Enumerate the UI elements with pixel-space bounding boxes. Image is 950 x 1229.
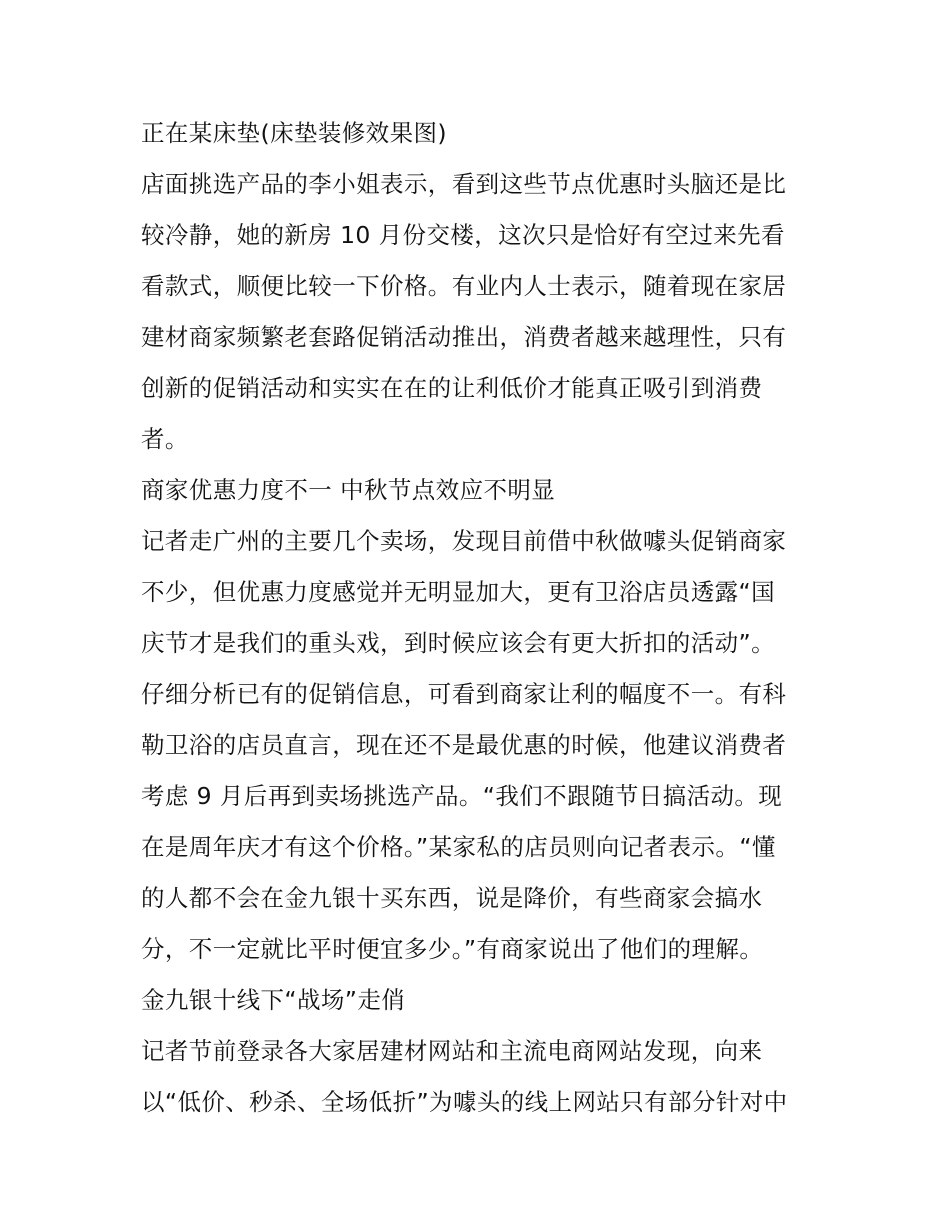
text-line: 不少，但优惠力度感觉并无明显加大，更有卫浴店员透露“国 (141, 578, 775, 606)
text-line: 记者节前登录各大家居建材网站和主流电商网站发现，向来 (141, 1037, 763, 1065)
text-line: 勒卫浴的店员直言，现在还不是最优惠的时候，他建议消费者 (141, 731, 787, 759)
text-line: 以“低价、秒杀、全场低折”为噱头的线上网站只有部分针对中 (141, 1088, 788, 1116)
text-line: 庆节才是我们的重头戏，到时候应该会有更大折扣的活动”。 (141, 629, 775, 657)
text-line: 正在某床垫(床垫装修效果图) (141, 119, 447, 147)
section-heading: 商家优惠力度不一 中秋节点效应不明显 (141, 476, 556, 504)
text-line: 者。 (141, 425, 189, 453)
text-line: 记者走广州的主要几个卖场，发现目前借中秋做噱头促销商家 (141, 527, 787, 555)
text-line: 看款式，顺便比较一下价格。有业内人士表示，随着现在家居 (141, 272, 787, 300)
text-line: 的人都不会在金九银十买东西，说是降价，有些商家会搞水 (141, 884, 763, 912)
text-line: 考虑 9 月后再到卖场挑选产品。“我们不跟随节日搞活动。现 (141, 782, 783, 810)
text-line: 分，不一定就比平时便宜多少。”有商家说出了他们的理解。 (141, 935, 764, 963)
text-line: 仔细分析已有的促销信息，可看到商家让利的幅度不一。有科 (141, 680, 787, 708)
text-line: 创新的促销活动和实实在在的让利低价才能真正吸引到消费 (141, 374, 763, 402)
text-line: 在是周年庆才有这个价格。”某家私的店员则向记者表示。“懂 (141, 833, 776, 861)
document-body (141, 108, 821, 1128)
text-line: 建材商家频繁老套路促销活动推出，消费者越来越理性，只有 (141, 323, 787, 351)
text-line: 店面挑选产品的李小姐表示，看到这些节点优惠时头脑还是比 (141, 170, 787, 198)
section-heading: 金九银十线下“战场”走俏 (141, 986, 406, 1014)
text-line: 较冷静，她的新房 10 月份交楼，这次只是恰好有空过来先看 (141, 221, 785, 249)
